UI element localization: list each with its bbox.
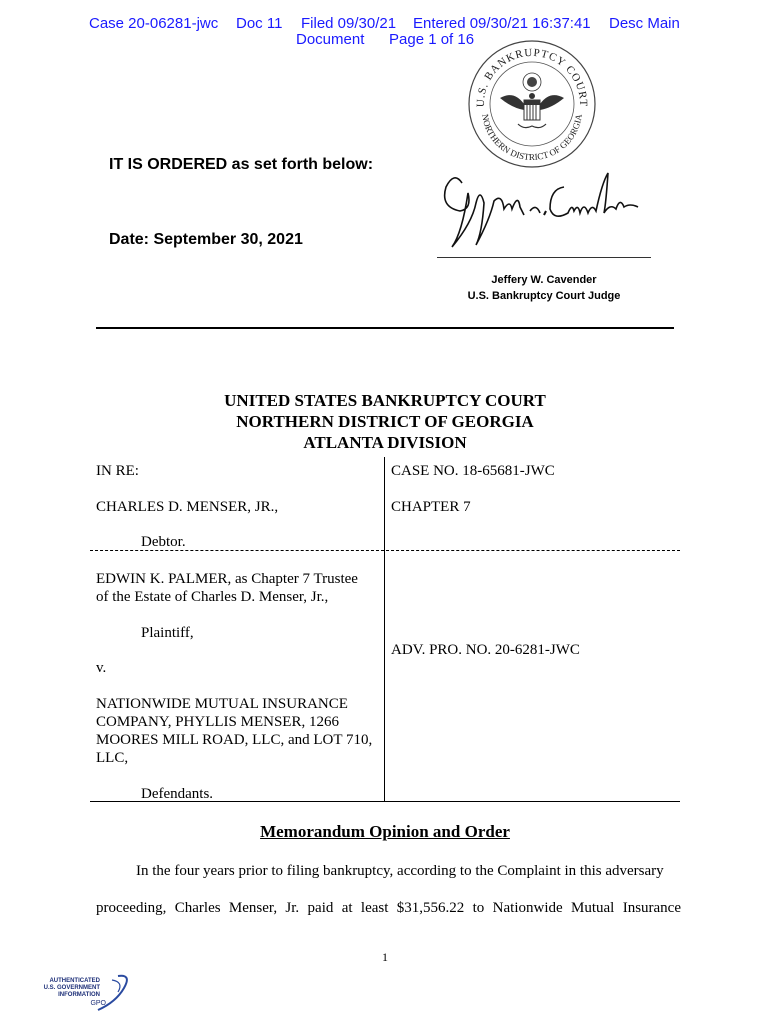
gpo-line-2: U.S. GOVERNMENT [43, 985, 100, 991]
court-seal [466, 38, 598, 170]
case-number: CASE NO. 18-65681-JWC [391, 463, 555, 479]
gpo-mark: GPO [90, 1000, 106, 1007]
order-date: Date: September 30, 2021 [109, 231, 303, 248]
document-label-header: Document [296, 31, 365, 48]
judge-name: Jeffery W. Cavender [491, 274, 597, 286]
order-statement: IT IS ORDERED as set forth below: [109, 156, 374, 173]
gpo-line-3: INFORMATION [58, 992, 100, 998]
caption-divider [384, 457, 385, 801]
filed-date-header: Filed 09/30/21 [301, 15, 397, 32]
adversary-number: ADV. PRO. NO. 20-6281-JWC [391, 642, 580, 658]
plaintiff-label: Plaintiff, [141, 625, 194, 641]
doc-number-header: Doc 11 [236, 15, 283, 32]
plaintiff-line-1: EDWIN K. PALMER, as Chapter 7 Trustee [96, 571, 358, 587]
court-name: UNITED STATES BANKRUPTCY COURT [224, 391, 546, 410]
defendants-line-2: COMPANY, PHYLLIS MENSER, 1266 [96, 714, 339, 730]
court-district: NORTHERN DISTRICT OF GEORGIA [236, 412, 534, 431]
page-number: 1 [382, 950, 388, 964]
body-paragraph-line-1: In the four years prior to filing bankruptcy, according to the Complaint in this adversary [136, 863, 664, 879]
court-division: ATLANTA DIVISION [303, 433, 467, 452]
signature-line [437, 257, 651, 258]
defendants-label: Defendants. [141, 786, 214, 802]
defendants-line-4: LLC, [96, 750, 129, 766]
chapter-label: CHAPTER 7 [391, 499, 471, 515]
seal-inner-text: NORTHERN DISTRICT OF GEORGIA [480, 113, 584, 163]
entered-date-header: Entered 09/30/21 16:37:41 [413, 15, 591, 32]
plaintiff-line-2: of the Estate of Charles D. Menser, Jr., [96, 589, 329, 605]
defendants-line-3: MOORES MILL ROAD, LLC, and LOT 710, [96, 732, 373, 748]
defendants-line-1: NATIONWIDE MUTUAL INSURANCE [96, 696, 348, 712]
body-paragraph-line-2: proceeding, Charles Menser, Jr. paid at least $31,556.22 to Nationwide Mutual Insurance [96, 900, 681, 916]
judge-signature [432, 163, 652, 255]
desc-header: Desc Main [609, 15, 680, 32]
in-re-label: IN RE: [96, 463, 139, 479]
debtor-label: Debtor. [141, 534, 186, 550]
eagle-icon [500, 73, 564, 128]
case-number-header: Case 20-06281-jwc [89, 15, 219, 32]
versus-label: v. [96, 660, 107, 676]
page-count-header: Page 1 of 16 [389, 31, 475, 48]
gpo-line-1: AUTHENTICATED [49, 978, 100, 984]
gpo-authentication-logo [28, 972, 138, 1016]
opinion-title: Memorandum Opinion and Order [260, 822, 510, 841]
judge-title: U.S. Bankruptcy Court Judge [467, 290, 621, 302]
order-separator [96, 327, 674, 329]
debtor-name: CHARLES D. MENSER, JR., [96, 499, 279, 515]
seal-outer-text: U.S. BANKRUPTCY COURT [474, 46, 590, 108]
